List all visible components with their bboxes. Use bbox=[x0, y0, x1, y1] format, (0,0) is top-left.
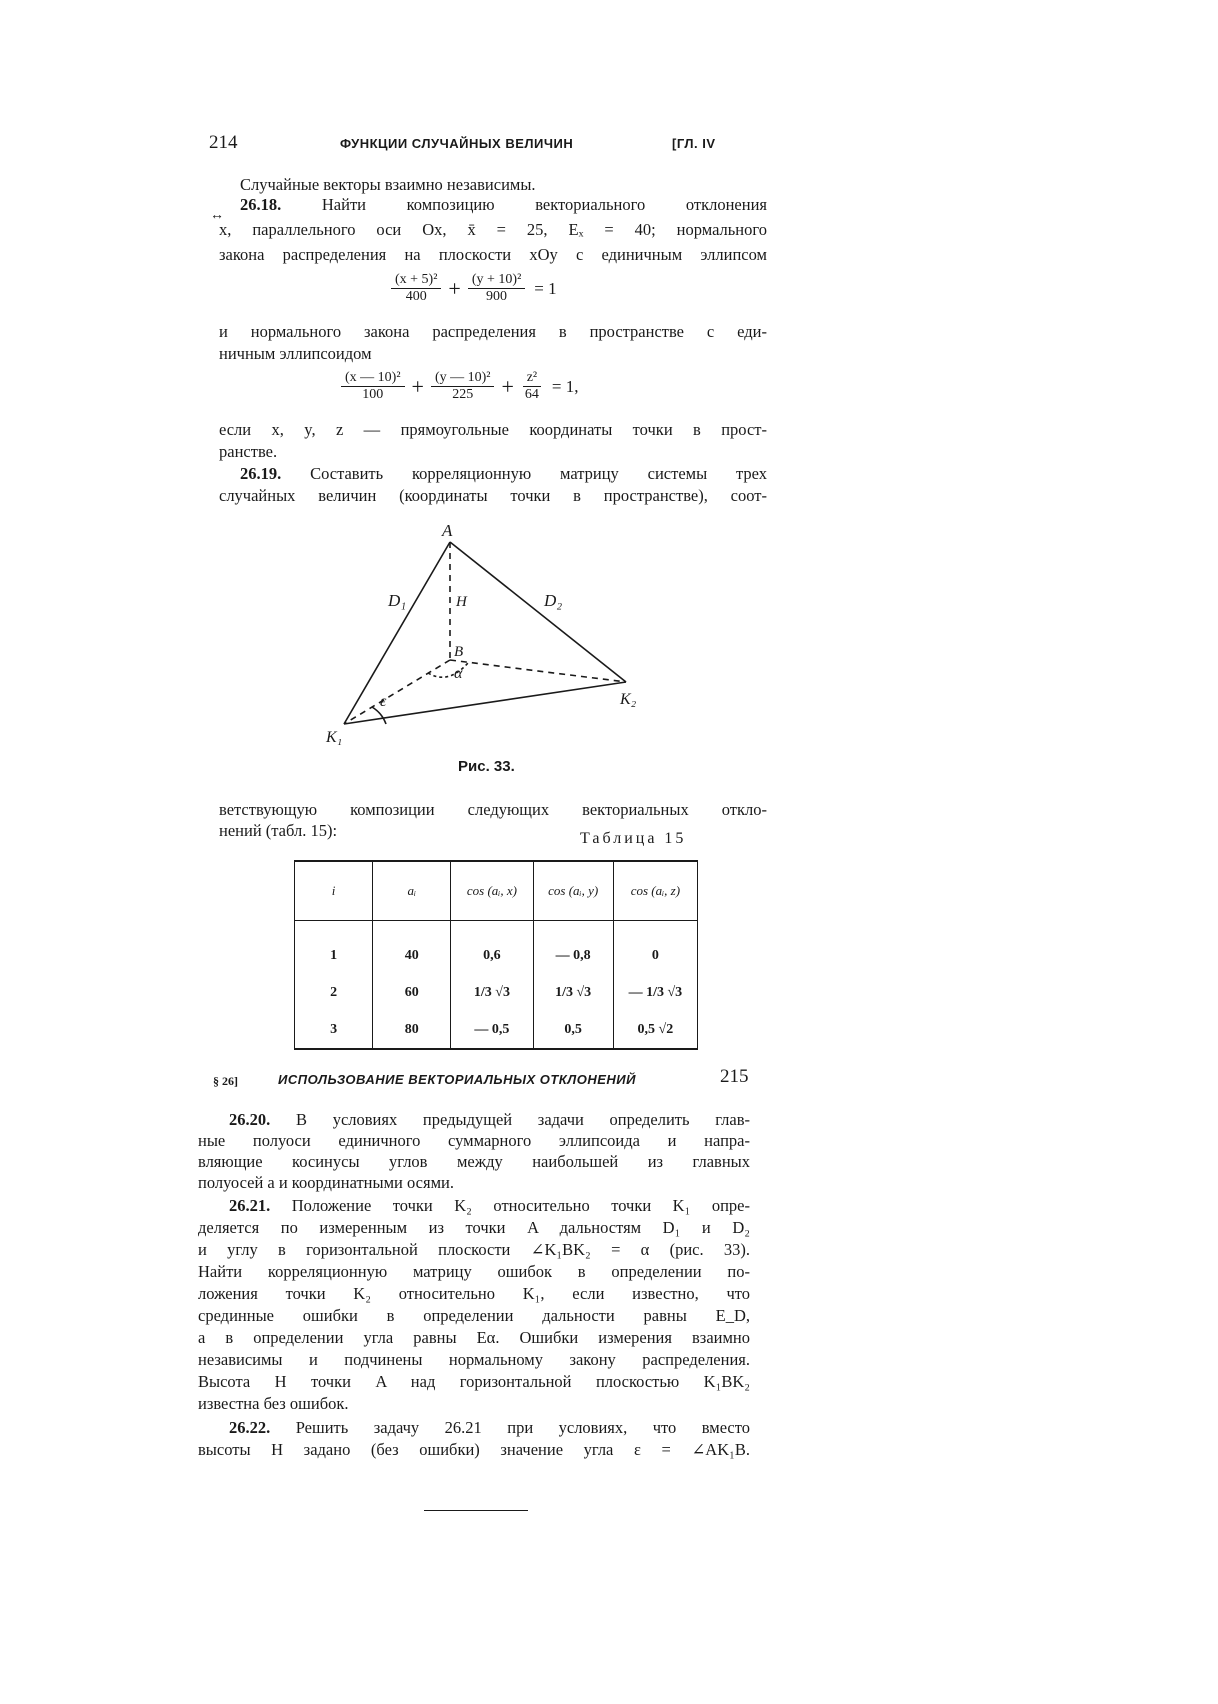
table-cell: — 0,8 bbox=[533, 921, 613, 975]
label-d1: D₁ bbox=[388, 591, 407, 610]
table-caption: Таблица 15 bbox=[580, 830, 687, 847]
edge-b-k2 bbox=[450, 660, 626, 682]
text-line: независимы и подчинены нормальному закону распределения. bbox=[198, 1350, 750, 1369]
table-row bbox=[295, 974, 698, 1011]
text-line: если x, y, z — прямоугольные координаты точки в прост- bbox=[219, 420, 767, 439]
problem-number: 26.18. bbox=[240, 195, 282, 214]
column-header: cos (aᵢ, y) bbox=[533, 861, 613, 921]
edge-a-k2 bbox=[450, 542, 626, 682]
table-cell: 1 bbox=[295, 921, 373, 975]
text-line: случайных величин (координаты точки в пространстве), соот- bbox=[219, 486, 767, 505]
table-cell: 2 bbox=[295, 974, 373, 1011]
label-a: A bbox=[442, 521, 453, 540]
problem-26-21-first-line bbox=[229, 1196, 750, 1216]
chapter-label: [ГЛ. IV bbox=[672, 136, 716, 151]
table-cell: 0,6 bbox=[451, 921, 533, 975]
text-line: высоты H задано (без ошибки) значение угла ε = ∠AK₁B. bbox=[198, 1440, 750, 1459]
text-line: и углу в горизонтальной плоскости ∠K₁BK₂ = α (рис. 33). bbox=[198, 1240, 750, 1259]
label-epsilon: ε bbox=[380, 693, 387, 710]
text-line: а в определении угла равны Eα. Ошибки измерения взаимно bbox=[198, 1328, 750, 1347]
figure-33-tetrahedron bbox=[320, 510, 650, 750]
text-line: Высота H точки A над горизонтальной плоскостью K₁BK₂ bbox=[198, 1372, 750, 1391]
text-line: вляющие косинусы углов между наибольшей из главных bbox=[198, 1152, 750, 1171]
table-cell: — 1/3 √3 bbox=[613, 974, 697, 1011]
problem-number: 26.20. bbox=[229, 1110, 271, 1129]
numerator: z² bbox=[523, 370, 541, 387]
table-cell: 0 bbox=[613, 921, 697, 975]
edge-a-k1 bbox=[344, 542, 450, 724]
equation-rhs: = 1 bbox=[534, 278, 557, 298]
label-k2: K₂ bbox=[620, 691, 637, 708]
numerator: (x — 10)² bbox=[341, 370, 405, 387]
table-cell: 1/3 √3 bbox=[451, 974, 533, 1011]
text-line: ранстве. bbox=[219, 442, 278, 461]
denominator: 900 bbox=[486, 289, 508, 304]
problem-number: 26.22. bbox=[229, 1418, 271, 1437]
column-header: aᵢ bbox=[373, 861, 451, 921]
equation-rhs: = 1, bbox=[551, 376, 579, 396]
fraction bbox=[391, 272, 441, 305]
table-cell: 60 bbox=[373, 974, 451, 1011]
label-d2: D₂ bbox=[544, 591, 563, 610]
label-alpha: α bbox=[454, 665, 463, 682]
problem-26-22-first-line bbox=[229, 1418, 750, 1438]
text-line: ничным эллипсоидом bbox=[219, 344, 372, 363]
table-15 bbox=[294, 860, 698, 1050]
text-line: нений (табл. 15): bbox=[219, 821, 338, 840]
problem-number: 26.21. bbox=[229, 1196, 271, 1215]
vector-arrow-icon: ↔ bbox=[210, 208, 224, 223]
table-cell: 0,5 bbox=[533, 1011, 613, 1049]
text-line: ные полуоси единичного суммарного эллипсоида и напра- bbox=[198, 1131, 750, 1150]
label-b: B bbox=[454, 644, 464, 660]
table-header-row bbox=[295, 861, 698, 921]
table-row bbox=[295, 921, 698, 975]
text-line: полуосей a и координатными осями. bbox=[198, 1173, 454, 1192]
text-line: закона распределения на плоскости xOy с единичным эллипсом bbox=[219, 245, 767, 264]
problem-number: 26.19. bbox=[240, 464, 282, 483]
text-line: деляется по измеренным из точки A дальностям D₁ и D₂ bbox=[198, 1218, 750, 1237]
numerator: (y + 10)² bbox=[468, 272, 525, 289]
section-label: § 26] bbox=[213, 1074, 238, 1088]
text-line: Найти корреляционную матрицу ошибок в определении по- bbox=[198, 1262, 750, 1281]
running-title-bottom: ИСПОЛЬЗОВАНИЕ ВЕКТОРИАЛЬНЫХ ОТКЛОНЕНИЙ bbox=[278, 1072, 636, 1087]
problem-lead: В условиях предыдущей задачи определить глав- bbox=[295, 1110, 750, 1129]
running-title-top: ФУНКЦИИ СЛУЧАЙНЫХ ВЕЛИЧИН bbox=[340, 136, 574, 151]
problem-lead: Составить корреляционную матрицу системы трех bbox=[310, 464, 767, 483]
fraction bbox=[521, 370, 543, 403]
problem-lead: Решить задачу 26.21 при условиях, что вместо bbox=[295, 1418, 750, 1437]
problem-lead: Найти композицию векториального отклонения bbox=[321, 195, 768, 214]
table-row bbox=[295, 1011, 698, 1049]
text-line: и нормального закона распределения в пространстве с еди- bbox=[219, 322, 767, 341]
text-line: известна без ошибок. bbox=[198, 1394, 349, 1413]
problem-26-19-first-line bbox=[240, 464, 767, 484]
edge-b-k1 bbox=[344, 660, 450, 724]
label-k1: K₁ bbox=[326, 729, 343, 746]
table-cell: 3 bbox=[295, 1011, 373, 1049]
page-number-bottom: 215 bbox=[720, 1066, 749, 1087]
text-line: Случайные векторы взаимно независимы. bbox=[240, 175, 536, 194]
ellipse-equation bbox=[388, 272, 557, 305]
fraction bbox=[431, 370, 495, 403]
denominator: 225 bbox=[452, 387, 474, 402]
table-cell: 40 bbox=[373, 921, 451, 975]
plus-sign: + bbox=[501, 373, 514, 399]
problem-26-20-first-line bbox=[229, 1110, 750, 1130]
fraction bbox=[468, 272, 525, 305]
figure-caption: Рис. 33. bbox=[458, 758, 515, 775]
problem-26-18-first-line bbox=[240, 195, 767, 215]
table-cell: 80 bbox=[373, 1011, 451, 1049]
plus-sign: + bbox=[448, 275, 461, 301]
column-header: cos (aᵢ, x) bbox=[451, 861, 533, 921]
ellipsoid-equation bbox=[338, 370, 579, 403]
label-h: H bbox=[456, 594, 467, 610]
numerator: (x + 5)² bbox=[391, 272, 441, 289]
fraction bbox=[341, 370, 405, 403]
text-line: ветствующую композиции следующих векториальных откло- bbox=[219, 800, 767, 819]
table-cell: 0,5 √2 bbox=[613, 1011, 697, 1049]
section-divider bbox=[424, 1510, 528, 1511]
problem-lead: Положение точки K₂ относительно точки K₁ опре- bbox=[291, 1196, 750, 1215]
denominator: 100 bbox=[362, 387, 384, 402]
denominator: 400 bbox=[405, 289, 427, 304]
table-cell: 1/3 √3 bbox=[533, 974, 613, 1011]
numerator: (y — 10)² bbox=[431, 370, 495, 387]
denominator: 64 bbox=[524, 387, 539, 402]
text-line: x, параллельного оси Ox, x̄ = 25, Eₓ = 40; нормального bbox=[219, 220, 767, 239]
column-header: i bbox=[295, 861, 373, 921]
text-line: ложения точки K₂ относительно K₁, если известно, что bbox=[198, 1284, 750, 1303]
table-cell: — 0,5 bbox=[451, 1011, 533, 1049]
page-number-top: 214 bbox=[209, 132, 238, 153]
text-line: срединные ошибки в определении дальности равны E_D, bbox=[198, 1306, 750, 1325]
column-header: cos (aᵢ, z) bbox=[613, 861, 697, 921]
plus-sign: + bbox=[411, 373, 424, 399]
